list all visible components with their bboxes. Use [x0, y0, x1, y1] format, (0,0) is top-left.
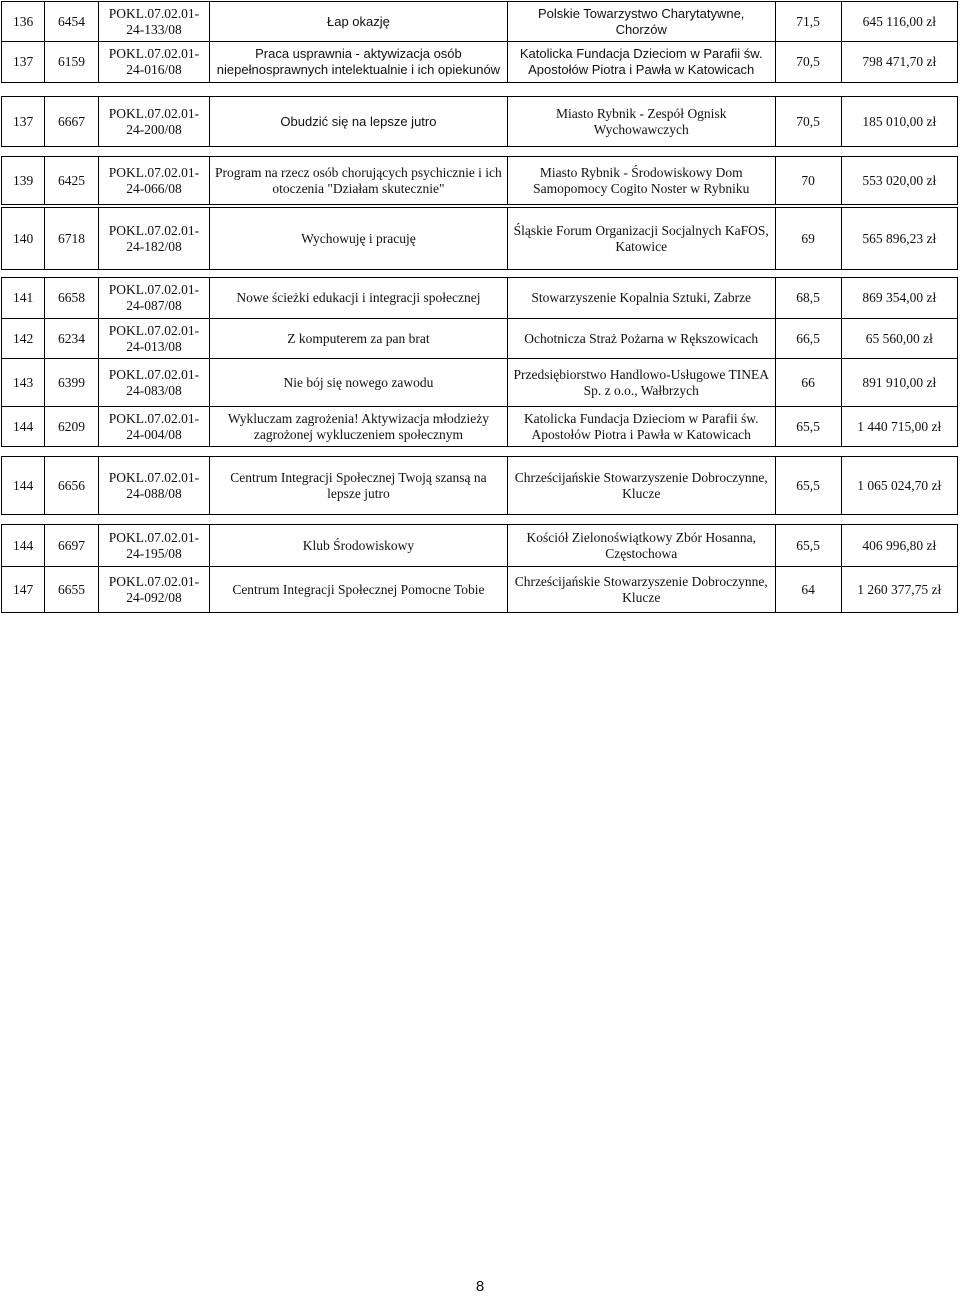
organization: Śląskie Forum Organizacji Socjalnych KaFOS, Katowice [507, 208, 775, 270]
row-number: 144 [2, 457, 45, 515]
amount: 1 065 024,70 zł [841, 457, 957, 515]
application-id: 6667 [45, 97, 99, 147]
table-block [1, 524, 958, 613]
table-block [1, 96, 958, 147]
amount: 1 260 377,75 zł [841, 567, 957, 613]
project-title: Nie bój się nowego zawodu [210, 359, 508, 407]
score: 69 [775, 208, 841, 270]
organization: Chrześcijańskie Stowarzyszenie Dobroczynne, Klucze [507, 567, 775, 613]
organization: Polskie Towarzystwo Charytatywne, Chorzów [507, 2, 775, 42]
score: 65,5 [775, 525, 841, 567]
project-title: Praca usprawnia - aktywizacja osób niepełnosprawnych intelektualnie i ich opiekunów [210, 42, 508, 83]
application-id: 6159 [45, 42, 99, 83]
table-row [2, 567, 958, 613]
organization: Ochotnicza Straż Pożarna w Rększowicach [507, 319, 775, 359]
amount: 1 440 715,00 zł [841, 407, 957, 447]
row-number: 144 [2, 525, 45, 567]
organization: Stowarzyszenie Kopalnia Sztuki, Zabrze [507, 278, 775, 319]
amount: 65 560,00 zł [841, 319, 957, 359]
amount: 565 896,23 zł [841, 208, 957, 270]
application-id: 6658 [45, 278, 99, 319]
application-id: 6656 [45, 457, 99, 515]
amount: 185 010,00 zł [841, 97, 957, 147]
organization: Miasto Rybnik - Zespół Ognisk Wychowawczych [507, 97, 775, 147]
project-title: Program na rzecz osób chorujących psychicznie i ich otoczenia "Działam skutecznie" [210, 157, 508, 205]
score: 71,5 [775, 2, 841, 42]
contract-number: POKL.07.02.01-24-013/08 [98, 319, 209, 359]
table-row [2, 407, 958, 447]
row-number: 144 [2, 407, 45, 447]
score: 70,5 [775, 42, 841, 83]
row-number: 137 [2, 42, 45, 83]
row-number: 139 [2, 157, 45, 205]
page-number: 8 [475, 1278, 485, 1295]
score: 65,5 [775, 457, 841, 515]
row-number: 147 [2, 567, 45, 613]
organization: Przedsiębiorstwo Handlowo-Usługowe TINEA Sp. z o.o., Wałbrzych [507, 359, 775, 407]
contract-number: POKL.07.02.01-24-133/08 [98, 2, 209, 42]
score: 65,5 [775, 407, 841, 447]
application-id: 6718 [45, 208, 99, 270]
table-row [2, 457, 958, 515]
score: 66 [775, 359, 841, 407]
application-id: 6655 [45, 567, 99, 613]
application-id: 6697 [45, 525, 99, 567]
contract-number: POKL.07.02.01-24-083/08 [98, 359, 209, 407]
project-title: Centrum Integracji Społecznej Twoją szansą na lepsze jutro [210, 457, 508, 515]
score: 70,5 [775, 97, 841, 147]
amount: 798 471,70 zł [841, 42, 957, 83]
organization: Katolicka Fundacja Dzieciom w Parafii św. Apostołów Piotra i Pawła w Katowicach [507, 407, 775, 447]
table-block [1, 207, 958, 270]
contract-number: POKL.07.02.01-24-195/08 [98, 525, 209, 567]
contract-number: POKL.07.02.01-24-004/08 [98, 407, 209, 447]
amount: 645 116,00 zł [841, 2, 957, 42]
application-id: 6209 [45, 407, 99, 447]
amount: 553 020,00 zł [841, 157, 957, 205]
project-title: Wykluczam zagrożenia! Aktywizacja młodzieży zagrożonej wykluczeniem społecznym [210, 407, 508, 447]
project-title: Z komputerem za pan brat [210, 319, 508, 359]
score: 66,5 [775, 319, 841, 359]
amount: 891 910,00 zł [841, 359, 957, 407]
contract-number: POKL.07.02.01-24-016/08 [98, 42, 209, 83]
application-id: 6425 [45, 157, 99, 205]
table-row [2, 208, 958, 270]
table-block [1, 277, 958, 447]
score: 70 [775, 157, 841, 205]
table-row [2, 42, 958, 83]
organization: Chrześcijańskie Stowarzyszenie Dobroczynne, Klucze [507, 457, 775, 515]
table-row [2, 319, 958, 359]
score: 64 [775, 567, 841, 613]
row-number: 140 [2, 208, 45, 270]
organization: Kościół Zielonoświątkowy Zbór Hosanna, Częstochowa [507, 525, 775, 567]
contract-number: POKL.07.02.01-24-200/08 [98, 97, 209, 147]
organization: Miasto Rybnik - Środowiskowy Dom Samopomocy Cogito Noster w Rybniku [507, 157, 775, 205]
row-number: 141 [2, 278, 45, 319]
project-title: Łap okazję [210, 2, 508, 42]
organization: Katolicka Fundacja Dzieciom w Parafii św. Apostołów Piotra i Pawła w Katowicach [507, 42, 775, 83]
project-title: Wychowuję i pracuję [210, 208, 508, 270]
contract-number: POKL.07.02.01-24-092/08 [98, 567, 209, 613]
row-number: 143 [2, 359, 45, 407]
project-title: Obudzić się na lepsze jutro [210, 97, 508, 147]
table-block [1, 1, 958, 83]
table-block [1, 456, 958, 515]
table-row [2, 2, 958, 42]
table-row [2, 278, 958, 319]
contract-number: POKL.07.02.01-24-088/08 [98, 457, 209, 515]
contract-number: POKL.07.02.01-24-066/08 [98, 157, 209, 205]
contract-number: POKL.07.02.01-24-182/08 [98, 208, 209, 270]
project-title: Centrum Integracji Społecznej Pomocne Tobie [210, 567, 508, 613]
application-id: 6399 [45, 359, 99, 407]
table-row [2, 525, 958, 567]
amount: 869 354,00 zł [841, 278, 957, 319]
application-id: 6454 [45, 2, 99, 42]
row-number: 136 [2, 2, 45, 42]
amount: 406 996,80 zł [841, 525, 957, 567]
row-number: 142 [2, 319, 45, 359]
contract-number: POKL.07.02.01-24-087/08 [98, 278, 209, 319]
project-title: Nowe ścieżki edukacji i integracji społecznej [210, 278, 508, 319]
table-row [2, 359, 958, 407]
application-id: 6234 [45, 319, 99, 359]
row-number: 137 [2, 97, 45, 147]
table-row [2, 97, 958, 147]
table-row [2, 157, 958, 205]
table-block [1, 156, 958, 205]
score: 68,5 [775, 278, 841, 319]
project-title: Klub Środowiskowy [210, 525, 508, 567]
